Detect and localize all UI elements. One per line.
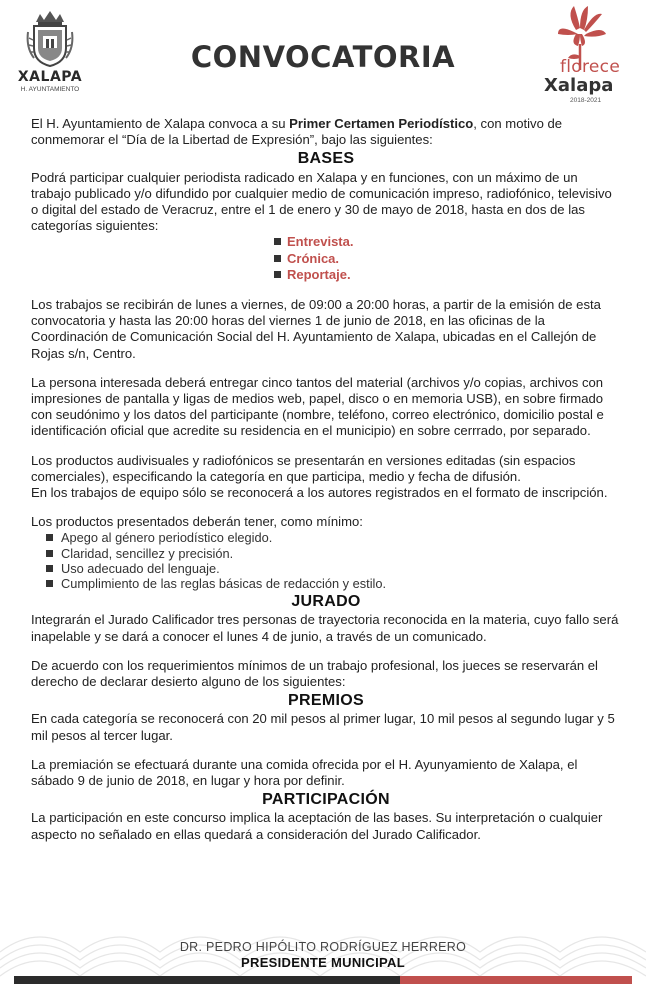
list-item: Entrevista. [274, 234, 621, 251]
square-bullet-icon [46, 565, 53, 572]
square-bullet-icon [274, 238, 281, 245]
xalapa-wordmark: Xalapa [544, 75, 614, 96]
bases-paragraph: La persona interesada deberá entregar cinco tantos del material (archivos y/o copias, archivos con impresiones de pantalla y ligas de medios web, papel, disco o en memoria USB), en sobre firmado con seudónimo y los datos del participante (nombre, teléfono, correo electrónico, domicilio postal e identificación oficial que acredite su residencia en el municipio) en sobre cerrrado, por separado. [31, 374, 604, 439]
square-bullet-icon [274, 255, 281, 262]
participacion-paragraph: La participación en este concurso implica la aceptación de las bases. Su interpretación o cualquier aspecto no señalado en ellas quedará a consideración del Jurado Calificador. [31, 810, 603, 842]
category-list [274, 234, 621, 284]
bases-paragraph: Podrá participar cualquier periodista radicado en Xalapa y en funciones, con un máximo de un trabajo publicado y/o difundido por cualquier medio de comunicación impreso, radiofónico, televisivo o digital del estado de Veracruz, entre el 1 de enero y 30 de mayo de 2018, hasta en dos de las categorías siguientes: [31, 169, 612, 234]
florece-xalapa-logo [536, 4, 640, 108]
requirements-list [46, 530, 621, 591]
administration-years: 2018-2021 [570, 97, 602, 104]
footer-accent-bar [400, 976, 632, 984]
list-item: Reportaje. [274, 267, 621, 284]
section-heading-participacion: PARTICIPACIÓN [262, 791, 390, 809]
signatory-role: PRESIDENTE MUNICIPAL [241, 955, 405, 970]
premios-paragraph: En cada categoría se reconocerá con 20 mil pesos al primer lugar, 10 mil pesos al segundo lugar y 5 mil pesos al tercer lugar. [31, 711, 615, 743]
square-bullet-icon [274, 271, 281, 278]
list-item: Crónica. [274, 251, 621, 268]
bases-paragraph: En los trabajos de equipo sólo se reconocerá a los autores registrados en el formato de inscripción. [31, 484, 608, 500]
section-heading-jurado: JURADO [291, 593, 361, 611]
contest-name: Primer Certamen Periodístico [289, 116, 474, 131]
city-council-label: H. AYUNTAMIENTO [20, 86, 80, 93]
list-item: Apego al género periodístico elegido. [46, 530, 621, 545]
list-item: Uso adecuado del lenguaje. [46, 561, 621, 576]
header [0, 0, 646, 115]
bases-paragraph: Los trabajos se recibirán de lunes a viernes, de 09:00 a 20:00 horas, a partir de la emisión de esta convocatoria y hasta las 20:00 horas del viernes 1 de junio de 2018, en las oficinas de la Coordinación de Comunicación Social del H. Ayuntamiento de Xalapa, ubicadas en el Callejón de Rojas s/n, Centro. [31, 296, 601, 361]
bases-paragraph: Los productos audivisuales y radiofónicos se presentarán en versiones editadas (sin espacios comerciales), especificando la categoría en que participa, medio y fecha de difusión. [31, 452, 576, 484]
bases-paragraph: Los productos presentados deberán tener, como mínimo: [31, 514, 363, 530]
city-name: XALAPA [17, 69, 83, 85]
section-heading-bases: BASES [297, 150, 355, 168]
square-bullet-icon [46, 580, 53, 587]
page-title: CONVOCATORIA [190, 40, 456, 74]
jurado-paragraph: De acuerdo con los requerimientos mínimos de un trabajo profesional, los jueces se reservarán el derecho de declarar desierto alguno de los siguientes: [31, 657, 598, 689]
square-bullet-icon [46, 534, 53, 541]
jurado-paragraph: Integrarán el Jurado Calificador tres personas de trayectoria reconocida en la materia, cuyo fallo será inapelable y se dará a conocer el lunes 4 de junio, a través de un comunicado. [31, 612, 619, 644]
premios-paragraph: La premiación se efectuará durante una comida ofrecida por el H. Ayunyamiento de Xalapa, el sábado 9 de junio de 2018, en lugar y hora por definir. [31, 756, 578, 788]
signatory-name: DR. PEDRO HIPÓLITO RODRÍGUEZ HERRERO [179, 940, 467, 954]
florece-wordmark: florece [560, 57, 621, 77]
document-body [31, 116, 621, 843]
list-item: Cumplimiento de las reglas básicas de redacción y estilo. [46, 576, 621, 591]
square-bullet-icon [46, 550, 53, 557]
intro-paragraph: El H. Ayuntamiento de Xalapa convoca a su Primer Certamen Periodístico, con motivo de conmemorar el “Día de la Libertad de Expresión”, bajo las siguientes: [31, 116, 563, 148]
signature-block [0, 940, 646, 970]
section-heading-premios: PREMIOS [288, 692, 364, 710]
list-item: Claridad, sencillez y precisión. [46, 546, 621, 561]
